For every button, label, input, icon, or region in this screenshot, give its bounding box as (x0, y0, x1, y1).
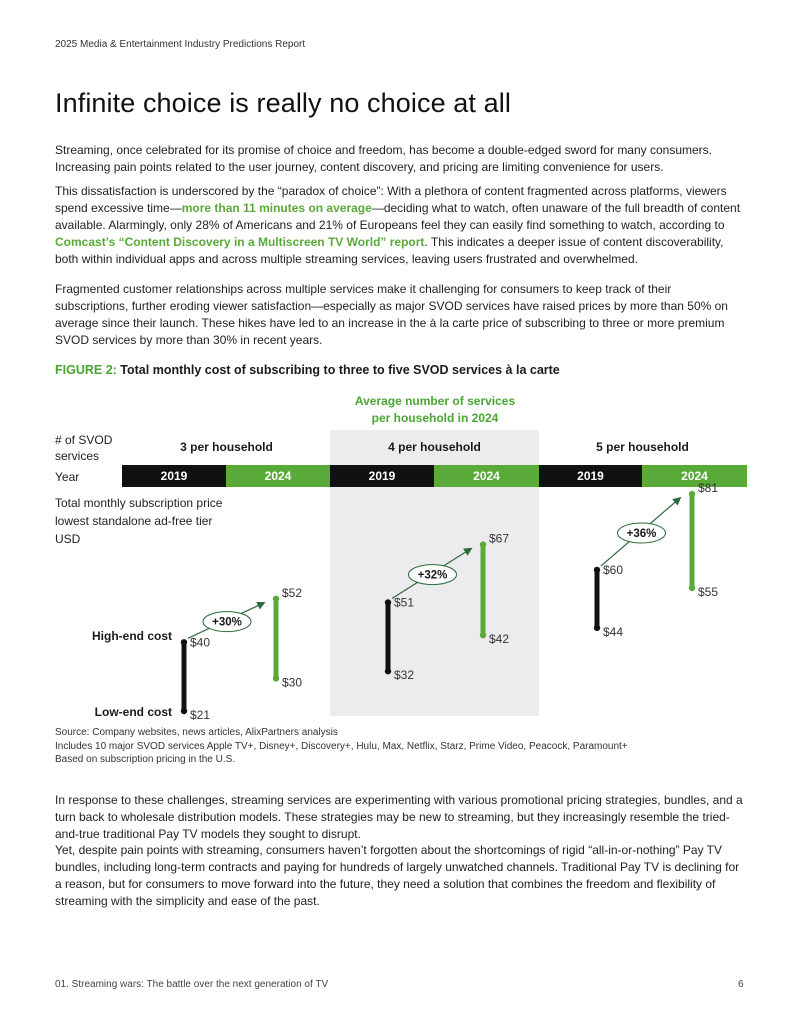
low-value-5-2024: $55 (698, 585, 719, 600)
chart-description: Total monthly subscription price lowest standalone ad-free tier USD (55, 496, 223, 546)
paragraph-2-text-b: —deciding what to watch, often unaware of the full breadth of content available. Alarmingly, only 28% of Americans and 21% of Europeans feel they can easily find something to watch, according to (55, 201, 741, 232)
page-title: Infinite choice is really no choice at all (55, 88, 511, 118)
high-dot-4-2024 (480, 541, 486, 547)
source-note: Source: Company websites, news articles, AlixPartners analysis (55, 727, 338, 738)
year-cell-3-2024: 2024 (226, 465, 330, 487)
change-label-4: +32% (417, 569, 448, 582)
low-dot-3-2019 (181, 708, 187, 714)
highlight-label: Average number of services per household in 2024 (354, 394, 516, 425)
change-label-3: +30% (212, 616, 242, 629)
services-note: Includes 10 major SVOD services Apple TV+, Disney+, Discovery+, Hulu, Max, Netflix, Starz, Prime Video, Peacock, Paramount+ (55, 740, 628, 752)
figure-label: FIGURE 2: (55, 363, 117, 377)
high-dot-5-2019 (594, 567, 600, 573)
high-dot-3-2024 (273, 596, 279, 602)
low-dot-5-2019 (594, 625, 600, 631)
high-value-4-2024: $67 (489, 531, 510, 546)
low-dot-3-2024 (273, 675, 279, 681)
year-cell-5-2024: 2024 (642, 465, 747, 487)
low-value-5-2019: $44 (603, 624, 624, 639)
report-header: 2025 Media & Entertainment Industry Predictions Report (55, 39, 306, 50)
group-label-5: 5 per household (596, 440, 689, 454)
paragraph-4: In response to these challenges, streaming services are experimenting with various promotional pricing strategies, bundles, and a turn back to wholesale distribution models. These strategies may be new to streaming, but they increasingly resemble the tried-and-true traditional Pay TV models they sought to disrupt. (55, 793, 743, 841)
minutes-average-link[interactable]: more than 11 minutes on average (181, 201, 372, 215)
high-value-3-2024: $52 (282, 585, 303, 600)
pricing-note: Based on subscription pricing in the U.S. (55, 754, 236, 765)
high-dot-4-2019 (385, 599, 391, 605)
low-value-3-2024: $30 (282, 675, 303, 690)
high-dot-5-2024 (689, 491, 695, 497)
paragraph-2-text-a: This dissatisfaction is underscored by the “paradox of choice”: With a plethora of content fragmented across platforms, viewers spend excessive time— (55, 184, 727, 215)
figure-notes (55, 726, 628, 767)
low-value-4-2019: $32 (394, 668, 415, 683)
page-number: 6 (738, 979, 744, 990)
paragraph-3: Fragmented customer relationships across multiple services make it challenging for consumers to keep track of their subscriptions, further eroding viewer satisfaction—especially as major SVOD services have raised prices by more than 50% on average since their launch. These hikes have led to an increase in the à la carte price of subscribing to three or more premium SVOD services by more than 30% in recent years. (55, 282, 728, 347)
group-label-3: 3 per household (180, 440, 273, 454)
row-label-year: Year (55, 470, 80, 484)
footer-section: 01. Streaming wars: The battle over the next generation of TV (55, 979, 329, 990)
year-cell-5-2019: 2019 (539, 465, 642, 487)
year-cell-4-2019: 2019 (330, 465, 434, 487)
high-value-5-2019: $60 (603, 562, 624, 577)
low-end-cost-label: Low-end cost (94, 705, 172, 719)
low-value-3-2019: $21 (190, 708, 211, 722)
low-dot-5-2024 (689, 585, 695, 591)
paragraph-5: Yet, despite pain points with streaming, consumers haven’t forgotten about the shortcomings of rigid “all-in-or-nothing” Pay TV bundles, including long-term contracts and paying for hundreds of largely unwatched channels. Traditional Pay TV is declining for a reason, but for consumers to move forward into the future, they need a solution that combines the freedom and flexibility of streaming with the simplicity and ease of the past. (55, 843, 740, 908)
high-value-4-2019: $51 (394, 595, 415, 610)
high-dot-3-2019 (181, 639, 187, 645)
group-label-4: 4 per household (388, 440, 481, 454)
year-cell-4-2024: 2024 (434, 465, 539, 487)
comcast-report-link[interactable]: Comcast’s “Content Discovery in a Multiscreen TV World” report (55, 235, 425, 249)
change-label-5: +36% (626, 527, 657, 540)
paragraph-2-text-c: . This indicates a deeper issue of content discoverability, both within individual apps and across multiple streaming services, leaving users frustrated and overwhelmed. (55, 235, 724, 266)
low-value-4-2024: $42 (489, 632, 510, 647)
high-end-cost-label: High-end cost (92, 629, 172, 643)
low-dot-4-2024 (480, 632, 486, 638)
paragraph-1: Streaming, once celebrated for its promise of choice and freedom, has become a double-edged sword for many consumers. Increasing pain points related to the user journey, content discovery, and pricing are limiting convenience for users. (55, 143, 713, 174)
high-value-5-2024: $81 (698, 481, 719, 495)
high-value-3-2019: $40 (190, 635, 211, 650)
figure-title-text: Total monthly cost of subscribing to three to five SVOD services à la carte (120, 363, 560, 377)
low-dot-4-2019 (385, 668, 391, 674)
row-label-services: # of SVOD services (55, 433, 113, 463)
year-cell-3-2019: 2019 (122, 465, 226, 487)
